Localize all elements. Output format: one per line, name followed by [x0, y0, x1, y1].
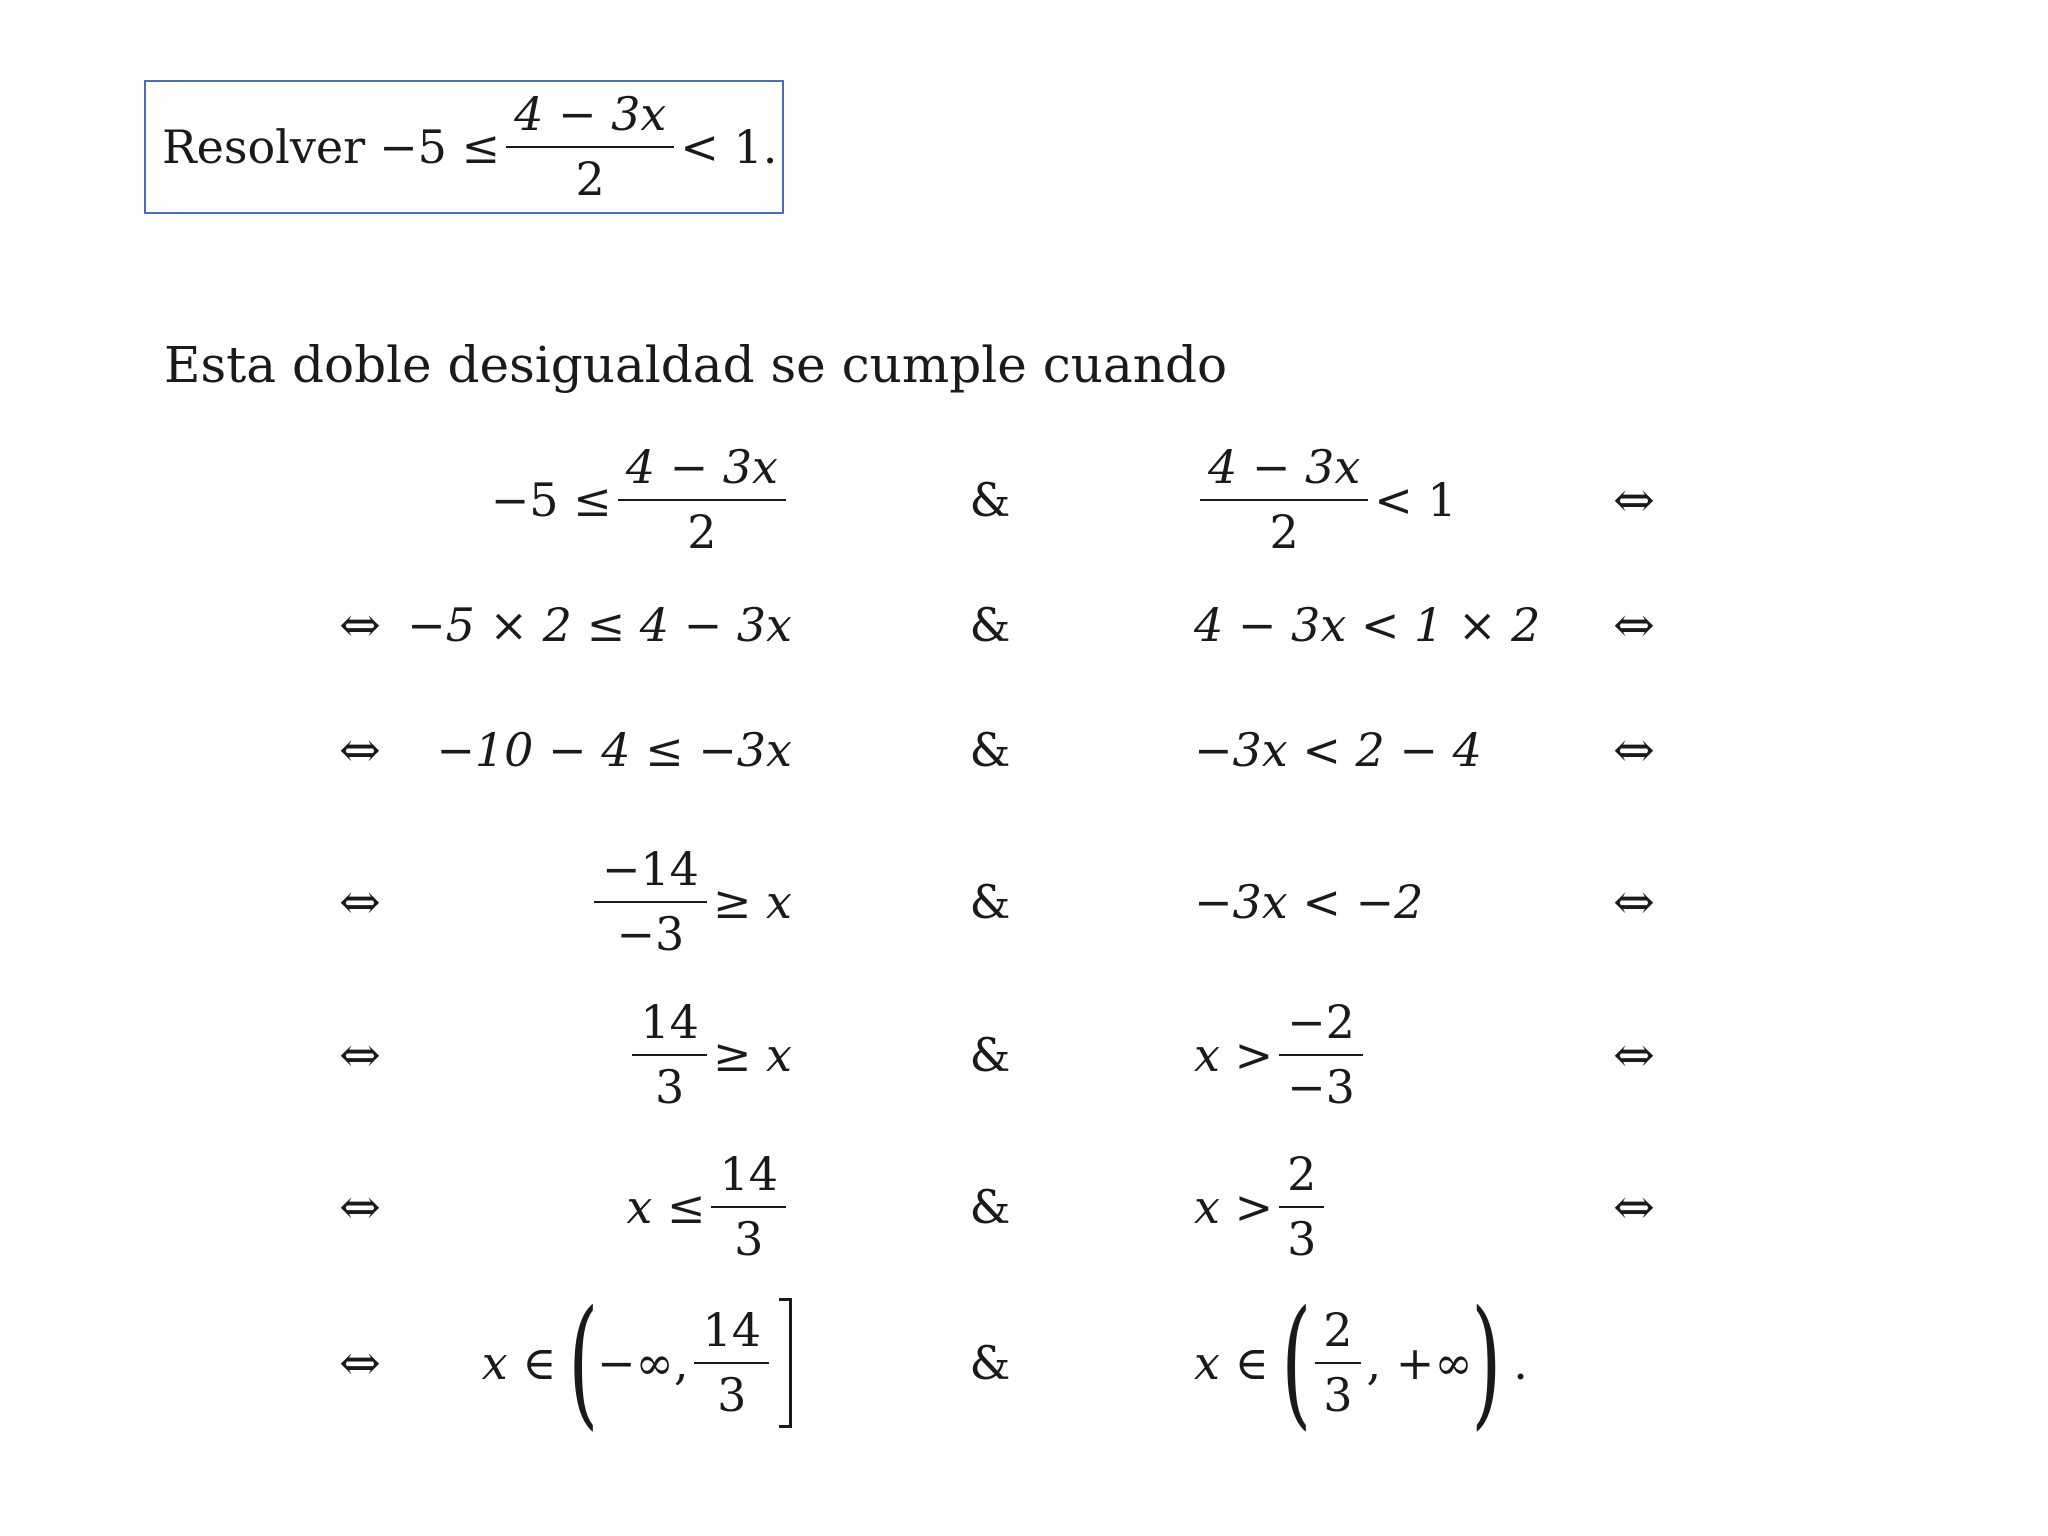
row-6-iff-left-icon: ⇔	[339, 1178, 381, 1236]
fraction-denominator: 2	[575, 152, 605, 206]
fraction-denominator: −3	[616, 907, 685, 961]
fraction-numerator: 2	[1279, 1149, 1324, 1208]
row-4-ampersand: &	[969, 875, 1011, 929]
row-2-iff-right-icon: ⇔	[1613, 596, 1655, 654]
fraction-numerator: 2	[1315, 1305, 1360, 1364]
derivation-row-3	[0, 680, 2048, 820]
fraction-denominator: 2	[1269, 505, 1299, 559]
row-7-right-before: x ∈	[1194, 1336, 1269, 1390]
fraction-denominator: 2	[687, 505, 717, 559]
fraction-numerator: 4 − 3x	[1200, 442, 1368, 501]
fraction-denominator: 3	[717, 1368, 747, 1422]
row-6-right-fraction	[1279, 1149, 1324, 1264]
row-5-right	[1194, 985, 1654, 1125]
fraction-numerator: 4 − 3x	[618, 442, 786, 501]
row-3-left: −10 − 4 ≤ −3x	[436, 723, 792, 777]
row-7-right-inner: , +∞	[1366, 1336, 1473, 1390]
row-6-iff-right-icon: ⇔	[1613, 1178, 1655, 1236]
fraction-denominator: 3	[1323, 1368, 1353, 1422]
row-6-left-before: x ≤	[626, 1180, 706, 1234]
row-5-iff-left-icon: ⇔	[339, 1026, 381, 1084]
row-1-right-after: < 1	[1374, 473, 1457, 527]
row-7-right-end: .	[1513, 1336, 1528, 1390]
row-5-ampersand: &	[969, 1028, 1011, 1082]
row-7-left	[400, 1281, 792, 1444]
derivation-row-5	[0, 985, 2048, 1125]
fraction-numerator: 14	[694, 1305, 769, 1364]
row-1-left-before: −5 ≤	[490, 473, 612, 527]
row-6-left-fraction	[711, 1149, 786, 1264]
problem-lhs: −5 ≤	[379, 120, 501, 174]
row-2-left: −5 × 2 ≤ 4 − 3x	[407, 598, 792, 652]
row-5-left-fraction	[632, 997, 707, 1112]
row-5-left-after: ≥ x	[712, 1028, 792, 1082]
row-6-left	[400, 1137, 792, 1277]
fraction-numerator: −2	[1279, 997, 1363, 1056]
row-7-right	[1194, 1281, 1654, 1444]
row-4-left	[400, 832, 792, 972]
row-6-ampersand: &	[969, 1180, 1011, 1234]
row-7-left-fraction	[694, 1305, 769, 1420]
intro-text: Esta doble desigualdad se cumple cuando	[164, 336, 1228, 394]
row-4-left-after: ≥ x	[712, 875, 792, 929]
row-5-right-before: x >	[1194, 1028, 1274, 1082]
row-1-ampersand: &	[969, 473, 1011, 527]
row-2-right: 4 − 3x < 1 × 2	[1194, 598, 1541, 652]
row-3-iff-right-icon: ⇔	[1613, 721, 1655, 779]
row-4-left-fraction	[594, 844, 707, 959]
row-3-ampersand: &	[969, 723, 1011, 777]
row-3-iff-left-icon: ⇔	[339, 721, 381, 779]
row-2-ampersand: &	[969, 598, 1011, 652]
close-bracket	[779, 1298, 792, 1428]
problem-rhs: < 1.	[680, 120, 778, 174]
fraction-numerator: 14	[632, 997, 707, 1056]
derivation-row-7	[0, 1281, 2048, 1444]
fraction-numerator: 14	[711, 1149, 786, 1208]
problem-prefix: Resolver	[162, 120, 366, 174]
row-5-right-fraction	[1279, 997, 1363, 1112]
row-6-right-before: x >	[1194, 1180, 1274, 1234]
derivation-row-6	[0, 1137, 2048, 1277]
row-1-left-fraction	[618, 442, 786, 557]
row-7-left-before: x ∈	[481, 1336, 557, 1390]
derivation-row-2	[0, 555, 2048, 695]
row-1-iff-right-icon: ⇔	[1613, 471, 1655, 529]
fraction-denominator: 3	[734, 1212, 764, 1266]
problem-statement-box	[144, 80, 784, 214]
row-6-right	[1194, 1137, 1654, 1277]
close-paren: )	[1470, 1281, 1501, 1444]
row-7-right-fraction	[1315, 1305, 1360, 1420]
fraction-denominator: 3	[654, 1060, 685, 1114]
row-4-iff-left-icon: ⇔	[339, 873, 381, 931]
fraction-numerator: 4 − 3x	[506, 89, 674, 148]
open-paren: (	[568, 1281, 599, 1444]
problem-fraction	[506, 89, 674, 204]
row-7-iff-left-icon: ⇔	[339, 1334, 381, 1392]
derivation-row-4	[0, 832, 2048, 972]
row-2-iff-left-icon: ⇔	[339, 596, 381, 654]
row-4-right: −3x < −2	[1194, 875, 1424, 929]
row-3-right: −3x < 2 − 4	[1194, 723, 1482, 777]
fraction-numerator: −14	[594, 844, 707, 903]
open-paren: (	[1280, 1281, 1311, 1444]
row-5-left	[400, 985, 792, 1125]
row-1-left	[400, 430, 792, 570]
row-7-left-inner: −∞,	[596, 1336, 689, 1390]
row-1-right	[1194, 430, 1654, 570]
row-4-iff-right-icon: ⇔	[1613, 873, 1655, 931]
row-5-iff-right-icon: ⇔	[1613, 1026, 1655, 1084]
fraction-denominator: 3	[1287, 1212, 1317, 1266]
derivation-row-1	[0, 430, 2048, 570]
fraction-denominator: −3	[1287, 1060, 1355, 1114]
row-7-ampersand: &	[969, 1336, 1011, 1390]
row-1-right-fraction	[1200, 442, 1368, 557]
